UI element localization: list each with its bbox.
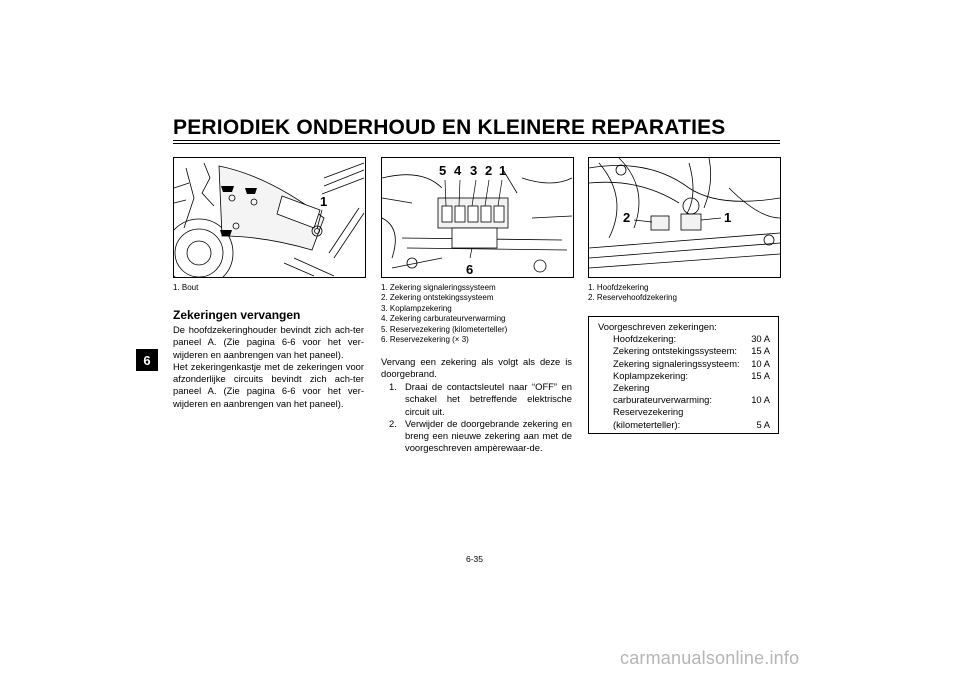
fuse-box-illustration [382,158,573,277]
figure-caption [173,283,198,293]
spec-row [598,345,770,357]
spec-row [598,370,770,382]
caption-line: 3. Koplampzekering [381,303,452,313]
main-fuse-illustration [589,158,780,277]
spec-title: Voorgeschreven zekeringen: [598,321,717,332]
procedure-step [389,418,572,455]
caption-line: 1. Hoofdzekering [588,283,649,292]
caption-line: 2. Reservehoofdzekering [588,293,677,303]
caption-line: 1. Zekering signaleringssysteem [381,283,496,292]
section-body [173,324,364,410]
procedure-intro: Vervang een zekering als volgt als deze is doorgebrand. [381,356,572,380]
watermark: carmanualsonline.info [620,648,800,668]
step-number: 1. [389,381,397,392]
step-text: Verwijder de doorgebrande zekering en breng een nieuwe zekering aan met de voorgeschreven ampèrewaar-de. [405,417,572,454]
figure-main-fuse [588,157,781,278]
procedure-steps [389,381,572,455]
header-rule [173,140,780,141]
chapter-tab: 6 [136,349,158,371]
caption-line: 4. Zekering carburateurverwarming [381,314,506,324]
figure-label-2: 2 [485,163,493,178]
body-paragraph: De hoofdzekeringhouder bevindt zich ach-ter paneel A. (Zie pagina 6-6 voor het ver-wijderen en aanbrengen van het paneel). [173,324,364,360]
engine-panel-illustration [174,158,365,277]
figure-label-4: 4 [454,163,462,178]
spec-label: Zekering ontstekingssysteem: [613,345,738,357]
spec-row [598,394,770,406]
spec-label: Zekering [613,382,650,394]
spec-label: Koplampzekering: [613,369,689,381]
caption-line: 6. Reservezekering (× 3) [381,335,469,345]
figure-label-1: 1 [724,210,732,225]
figure-label-6: 6 [466,262,474,277]
body-paragraph: Het zekeringenkastje met de zekeringen voor afzonderlijke circuits bevindt zich ach-ter paneel A. (Zie pagina 6-6 voor het ver-wijderen en aanbrengen van het paneel). [173,360,364,409]
header-rule-thin [173,143,780,144]
spec-label: (kilometerteller): [613,418,681,430]
step-number: 2. [389,417,397,429]
spec-value: 10 A [751,357,770,369]
figure-label-1: 1 [320,194,328,209]
step-text: Draai de contactsleutel naar “OFF” en schakel het betreffende elektrische circuit uit. [405,381,572,417]
spec-label: Hoofdzekering: [613,333,677,345]
section-heading: Zekeringen vervangen [173,308,301,322]
procedure-step [389,381,572,418]
figure-label-1: 1 [499,163,507,178]
spec-label: Zekering signaleringssysteem: [613,357,740,369]
spec-row [598,419,770,431]
spec-row [598,333,770,345]
figure-caption [588,283,677,304]
figure-label-2: 2 [623,210,631,225]
spec-row [598,406,770,418]
spec-value: 5 A [756,418,770,430]
caption-line: 2. Zekering ontstekingssysteem [381,293,494,303]
page-number: 6-35 [466,554,484,564]
spec-label: carburateurverwarming: [613,394,712,406]
figure-fuse-box [381,157,574,278]
spec-value: 15 A [751,369,770,381]
spec-value: 10 A [751,394,770,406]
figure-bolt [173,157,366,278]
spec-value: 30 A [751,333,770,345]
figure-caption [381,283,507,345]
caption-line: 1. Bout [173,283,199,292]
figure-label-5: 5 [439,163,447,178]
figure-label-3: 3 [470,163,478,178]
fuse-spec-box [588,316,779,434]
spec-row [598,382,770,394]
caption-line: 5. Reservezekering (kilometerteller) [381,324,508,334]
spec-value: 15 A [751,345,770,357]
spec-row [598,358,770,370]
page-title: PERIODIEK ONDERHOUD EN KLEINERE REPARATIES [173,116,726,139]
spec-label: Reservezekering [613,406,684,418]
